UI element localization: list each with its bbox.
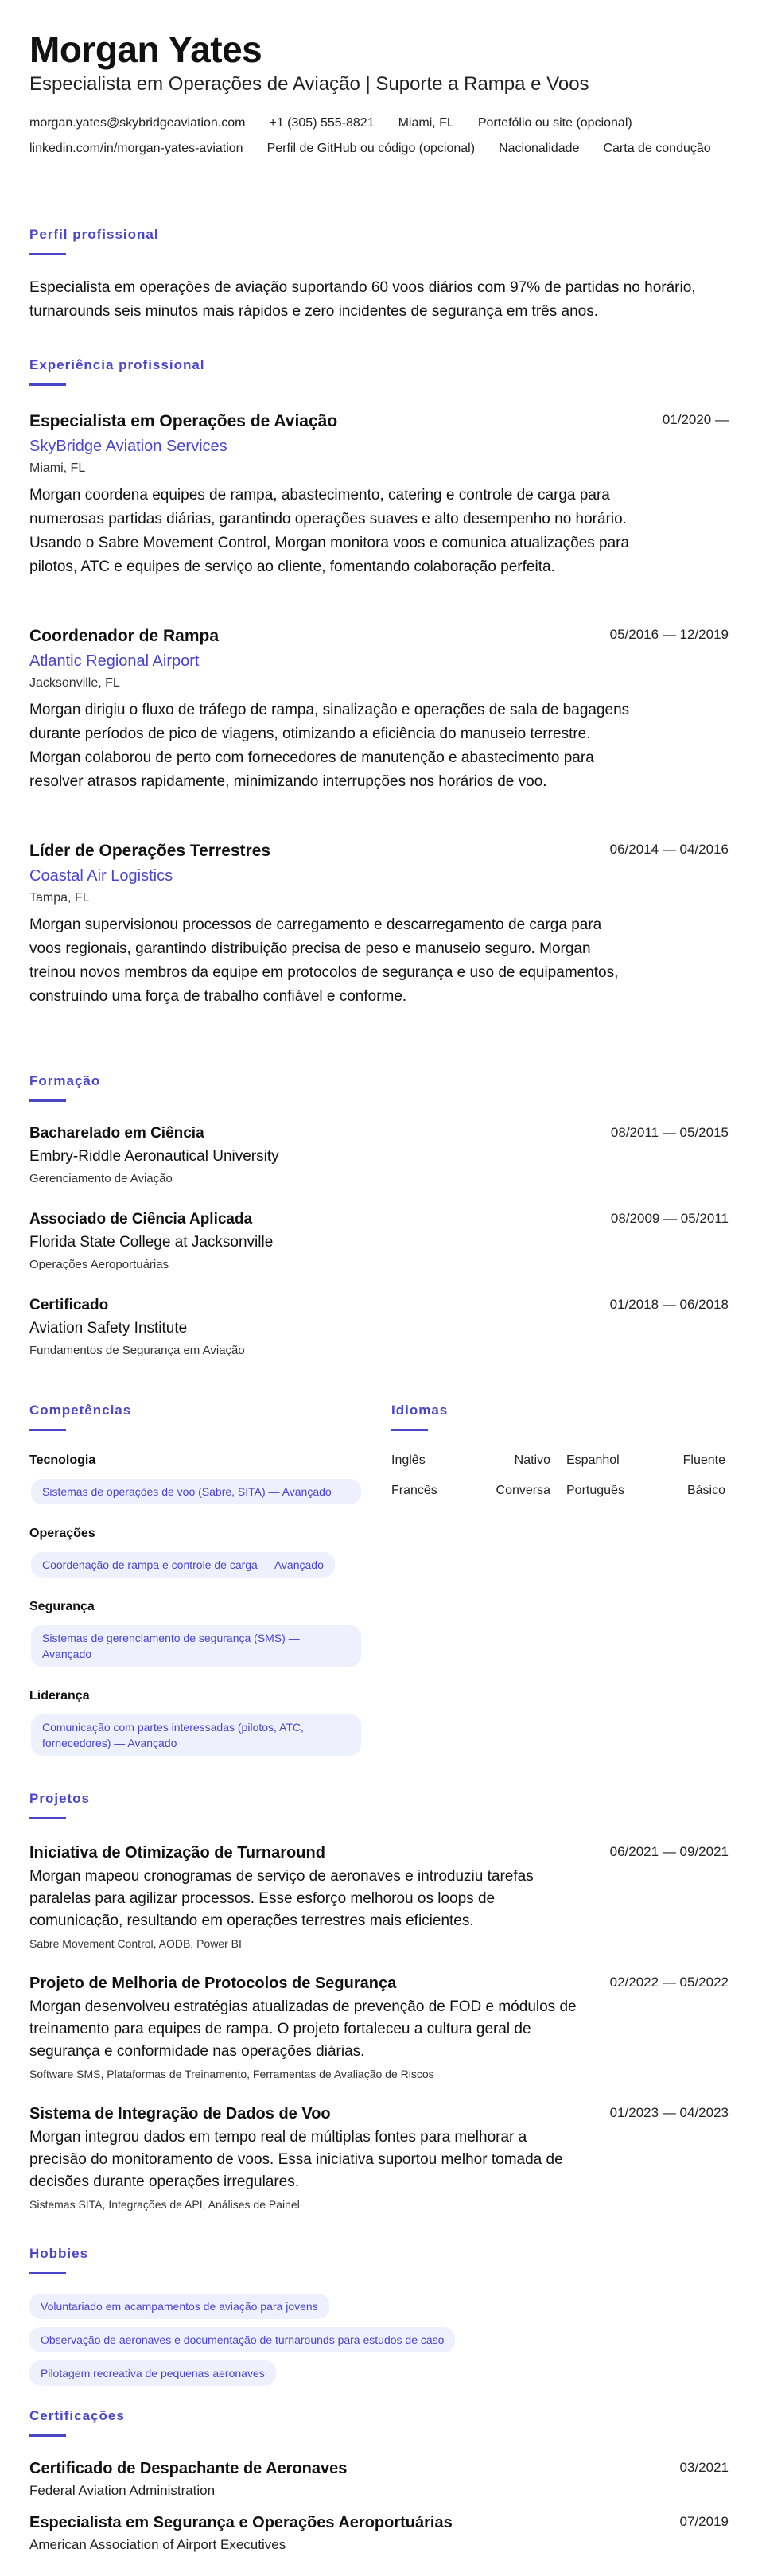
language-item <box>566 1482 725 1500</box>
education-field: Fundamentos de Segurança em Aviação <box>29 1344 245 1357</box>
job-title: Especialista em Operações de Aviação <box>29 412 338 430</box>
education-institution: Embry-Riddle Aeronautical University <box>29 1148 279 1165</box>
summary-text: Especialista em operações de aviação suportando 60 voos diários com 97% de partidas no horário, turnarounds seis minutos mais rápidos e zero incidentes de segurança em três anos. <box>29 279 696 320</box>
project-title: Sistema de Integração de Dados de Voo <box>29 2105 331 2123</box>
skill-group <box>29 1452 391 1504</box>
education-entry <box>29 1123 729 1188</box>
contact-drivers-license: Carta de condução <box>603 142 711 155</box>
job-dates: 05/2016 — 12/2019 <box>609 627 729 642</box>
job-title: Líder de Operações Terrestres <box>29 842 271 860</box>
section-heading-education: Formação <box>29 1073 101 1088</box>
language-item <box>391 1482 550 1500</box>
certification-issuer: American Association of Airport Executives <box>29 2537 286 2552</box>
section-rule <box>29 1099 66 1102</box>
education-dates: 01/2018 — 06/2018 <box>609 1297 729 1312</box>
project-entry <box>29 1973 729 2082</box>
education-dates: 08/2009 — 05/2011 <box>610 1211 729 1226</box>
certification-entry <box>29 2512 729 2555</box>
section-rule <box>29 383 66 386</box>
project-entry <box>29 1843 729 1951</box>
project-description: Morgan mapeou cronogramas de serviço de aeronaves e introduziu tarefas paralelas para agilizar processos. Esse esforço melhorou os loops de comunicação, resultando em operações terrestres mais eficientes. <box>29 1868 534 1929</box>
certification-title: Especialista em Segurança e Operações Aeroportuárias <box>29 2514 453 2531</box>
contact-nationality: Nacionalidade <box>499 142 580 155</box>
certification-title: Certificado de Despachante de Aeronaves <box>29 2460 348 2477</box>
section-rule <box>29 2272 66 2274</box>
project-technologies: Sistemas SITA, Integrações de API, Análises de Painel <box>29 2198 300 2211</box>
hobby-list <box>29 2294 455 2386</box>
section-heading-summary: Perfil profissional <box>29 227 159 242</box>
contact-portfolio[interactable]: Portefólio ou site (opcional) <box>477 116 632 130</box>
section-rule <box>29 2434 66 2437</box>
job-title: Coordenador de Rampa <box>29 627 220 645</box>
language-list <box>391 1452 729 1500</box>
certification-date: 07/2019 <box>679 2514 729 2529</box>
skills-section <box>29 1402 391 1756</box>
skill-category: Liderança <box>29 1689 90 1702</box>
certification-entry <box>29 2458 729 2500</box>
section-rule <box>29 253 66 255</box>
skill-tag: Comunicação com partes interessadas (pilotos, ATC, fornecedores) — Avançado <box>31 1714 361 1756</box>
language-item <box>391 1452 550 1469</box>
hobbies-section <box>29 2245 455 2394</box>
section-rule <box>29 1429 66 1431</box>
education-entry <box>29 1209 729 1274</box>
contact-list <box>29 115 713 158</box>
project-title: Projeto de Melhoria de Protocolos de Segurança <box>29 1975 397 1992</box>
contact-location: Miami, FL <box>398 116 454 130</box>
project-technologies: Sabre Movement Control, AODB, Power BI <box>29 1937 242 1950</box>
project-dates: 06/2021 — 09/2021 <box>609 1844 729 1859</box>
education-field: Gerenciamento de Aviação <box>29 1172 173 1185</box>
project-title: Iniciativa de Otimização de Turnaround <box>29 1844 325 1862</box>
language-name: Português <box>566 1484 624 1497</box>
section-heading-hobbies: Hobbies <box>29 2246 89 2261</box>
language-level: Nativo <box>514 1453 550 1467</box>
experience-section <box>29 356 205 386</box>
language-item <box>566 1452 725 1469</box>
language-level: Conversa <box>496 1484 550 1497</box>
language-name: Francês <box>391 1484 437 1497</box>
education-field: Operações Aeroportuárias <box>29 1258 169 1271</box>
certifications-section <box>29 2407 125 2437</box>
candidate-headline: Especialista em Operações de Aviação | Suporte a Rampa e Voos <box>29 73 589 95</box>
language-name: Espanhol <box>566 1453 620 1467</box>
job-description: Morgan coordena equipes de rampa, abastecimento, catering e controle de carga para numerosas partidas diárias, garantindo operações suaves e alto desempenho no horário. Usando o Sabre Movement Control, Morgan monitora voos e comunica atualizações para pilotos, ATC e equipes de serviço ao cliente, fomentando colaboração perfeita. <box>29 487 630 575</box>
degree-title: Associado de Ciência Aplicada <box>29 1211 253 1228</box>
job-dates: 01/2020 — <box>662 412 729 427</box>
job-location: Tampa, FL <box>29 891 90 905</box>
project-description: Morgan desenvolveu estratégias atualizadas de prevenção de FOD e módulos de treinamento para equipes de rampa. O projeto fortaleceu a cultura geral de segurança e conformidade nas operações diárias. <box>29 1998 577 2060</box>
summary-section <box>29 226 729 324</box>
education-institution: Aviation Safety Institute <box>29 1320 188 1337</box>
job-company: Atlantic Regional Airport <box>29 652 200 670</box>
languages-section <box>391 1402 729 1756</box>
experience-entry <box>29 840 729 1009</box>
projects-section <box>29 1790 90 1819</box>
contact-github[interactable]: Perfil de GitHub ou código (opcional) <box>266 142 476 155</box>
section-heading-languages: Idiomas <box>391 1403 449 1418</box>
job-location: Miami, FL <box>29 461 86 475</box>
education-dates: 08/2011 — 05/2015 <box>610 1125 729 1140</box>
skill-group <box>29 1687 391 1756</box>
skill-group <box>29 1525 391 1578</box>
certification-issuer: Federal Aviation Administration <box>29 2483 216 2498</box>
section-heading-certifications: Certificações <box>29 2408 125 2423</box>
skill-tag: Sistemas de operações de voo (Sabre, SITA) — Avançado <box>31 1479 361 1504</box>
skill-tag: Sistemas de gerenciamento de segurança (SMS) — Avançado <box>31 1625 361 1667</box>
language-level: Básico <box>686 1484 725 1497</box>
skill-category: Segurança <box>29 1600 95 1613</box>
experience-entry <box>29 411 729 579</box>
project-technologies: Software SMS, Plataformas de Treinamento, Ferramentas de Avaliação de Riscos <box>29 2068 434 2080</box>
hobby-tag: Pilotagem recreativa de pequenas aeronaves <box>29 2360 276 2386</box>
degree-title: Bacharelado em Ciência <box>29 1125 204 1142</box>
section-heading-projects: Projetos <box>29 1791 91 1806</box>
skill-category: Operações <box>29 1527 95 1540</box>
experience-entry <box>29 625 729 794</box>
job-dates: 06/2014 — 04/2016 <box>609 842 729 857</box>
language-level: Fluente <box>682 1453 725 1467</box>
education-institution: Florida State College at Jacksonville <box>29 1234 274 1251</box>
job-description: Morgan dirigiu o fluxo de tráfego de rampa, sinalização e operações de sala de bagagens durante períodos de pico de viagens, otimizando a eficiência do manuseio terrestre. Morgan colaborou de perto com fornecedores de manutenção e abastecimento para resolver atrasos rapidamente, minimizando interrupções nos horários de voo. <box>29 702 630 790</box>
contact-phone[interactable]: +1 (305) 555-8821 <box>269 116 375 130</box>
section-heading-skills: Competências <box>29 1403 132 1418</box>
skills-languages-row <box>29 1402 729 1756</box>
hobby-tag: Voluntariado em acampamentos de aviação para jovens <box>29 2294 329 2319</box>
skill-tag: Coordenação de rampa e controle de carga — Avançado <box>31 1552 335 1578</box>
job-company: Coastal Air Logistics <box>29 867 173 885</box>
education-section <box>29 1072 100 1102</box>
section-rule <box>391 1429 428 1431</box>
hobby-tag: Observação de aeronaves e documentação de turnarounds para estudos de caso <box>29 2327 455 2352</box>
contact-email[interactable]: morgan.yates@skybridgeaviation.com <box>29 116 246 130</box>
job-location: Jacksonville, FL <box>29 676 120 690</box>
contact-linkedin[interactable]: linkedin.com/in/morgan-yates-aviation <box>29 142 243 155</box>
section-rule <box>29 1817 66 1819</box>
project-dates: 01/2023 — 04/2023 <box>609 2105 729 2120</box>
project-description: Morgan integrou dados em tempo real de múltiplas fontes para melhorar a precisão do monitoramento de voos. Essa iniciativa suportou melhor tomada de decisões durante operações irregulares. <box>29 2129 563 2190</box>
candidate-name: Morgan Yates <box>29 29 262 70</box>
education-entry <box>29 1295 729 1360</box>
skill-group <box>29 1598 391 1667</box>
skill-category: Tecnologia <box>29 1453 96 1467</box>
job-description: Morgan supervisionou processos de carregamento e descarregamento de carga para voos regionais, garantindo distribuição precisa de peso e manuseio seguro. Morgan treinou novos membros da equipe em protocolos de segurança e uso de equipamentos, construindo uma força de trabalho confiável e conforme. <box>29 916 619 1005</box>
degree-title: Certificado <box>29 1297 109 1313</box>
project-dates: 02/2022 — 05/2022 <box>609 1975 729 1990</box>
job-company: SkyBridge Aviation Services <box>29 438 227 455</box>
section-heading-experience: Experiência profissional <box>29 357 205 372</box>
project-entry <box>29 2103 729 2212</box>
certification-date: 03/2021 <box>679 2460 729 2475</box>
language-name: Inglês <box>391 1453 426 1467</box>
